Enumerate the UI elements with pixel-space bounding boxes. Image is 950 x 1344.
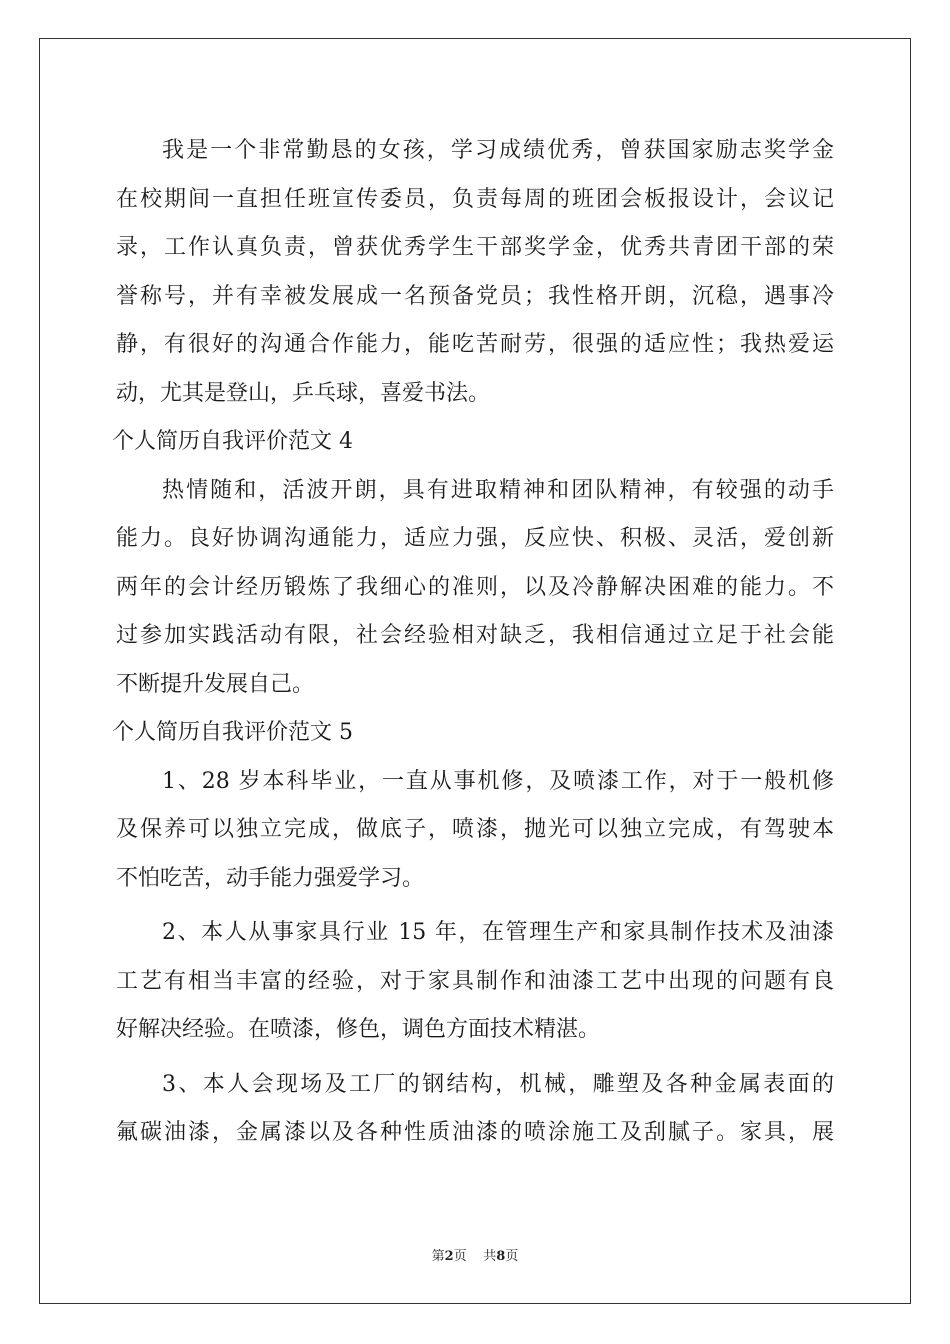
paragraph-line: 1、28 岁本科毕业，一直从事机修，及喷漆工作，对于一般机修	[162, 768, 834, 794]
paragraph-line: 在校期间一直担任班宣传委员，负责每周的班团会板报设计，会议记	[116, 186, 834, 212]
page-prefix: 第	[431, 1249, 445, 1264]
document-body	[112, 127, 834, 1158]
paragraph-line: 3、本人会现场及工厂的钢结构，机械，雕塑及各种金属表面的	[162, 1071, 834, 1097]
paragraph-line: 及保养可以独立完成，做底子，喷漆，抛光可以独立完成，有驾驶本	[116, 817, 834, 842]
paragraph-line: 两年的会计经历锻炼了我细心的准则，以及冷静解决困难的能力。不	[116, 574, 834, 600]
paragraph-line: 录，工作认真负责，曾获优秀学生干部奖学金，优秀共青团干部的荣	[116, 235, 834, 260]
paragraph-line: 动，尤其是登山，乒乓球，喜爱书法。	[116, 380, 491, 406]
paragraph-line: 氟碳油漆，金属漆以及各种性质油漆的喷涂施工及刮腻子。家具，展	[116, 1120, 834, 1145]
paragraph-line: 誉称号，并有幸被发展成一名预备党员；我性格开朗，沉稳，遇事冷	[116, 283, 834, 309]
page-suffix: 页	[453, 1249, 467, 1264]
page-footer	[0, 1247, 950, 1267]
total-prefix: 共	[483, 1249, 497, 1264]
paragraph-line: 工艺有相当丰富的经验，对于家具制作和油漆工艺中出现的问题有良	[116, 968, 834, 994]
paragraph-line: 不断提升发展自己。	[116, 671, 315, 697]
paragraph-line: 静，有很好的沟通合作能力，能吃苦耐劳，很强的适应性；我热爱运	[116, 332, 834, 357]
paragraph-line: 我是一个非常勤恳的女孩，学习成绩优秀，曾获国家励志奖学金	[162, 138, 834, 163]
section-heading: 个人简历自我评价范文 5	[112, 720, 353, 745]
page-number: 2	[444, 1249, 454, 1264]
paragraph-line: 过参加实践活动有限，社会经验相对缺乏，我相信通过立足于社会能	[116, 623, 834, 648]
paragraph-line: 2、本人从事家具行业 15 年，在管理生产和家具制作技术及油漆	[162, 920, 834, 945]
paragraph-line: 热情随和，活波开朗，具有进取精神和团队精神，有较强的动手	[162, 477, 834, 503]
section-heading: 个人简历自我评价范文 4	[112, 429, 353, 454]
paragraph-line: 好解决经验。在喷漆，修色，调色方面技术精湛。	[116, 1017, 601, 1042]
paragraph-line: 不怕吃苦，动手能力强爱学习。	[116, 865, 425, 891]
total-pages: 8	[496, 1249, 506, 1264]
paragraph-line: 能力。良好协调沟通能力，适应力强，反应快、积极、灵活，爱创新	[116, 526, 834, 551]
total-suffix: 页	[505, 1249, 519, 1264]
